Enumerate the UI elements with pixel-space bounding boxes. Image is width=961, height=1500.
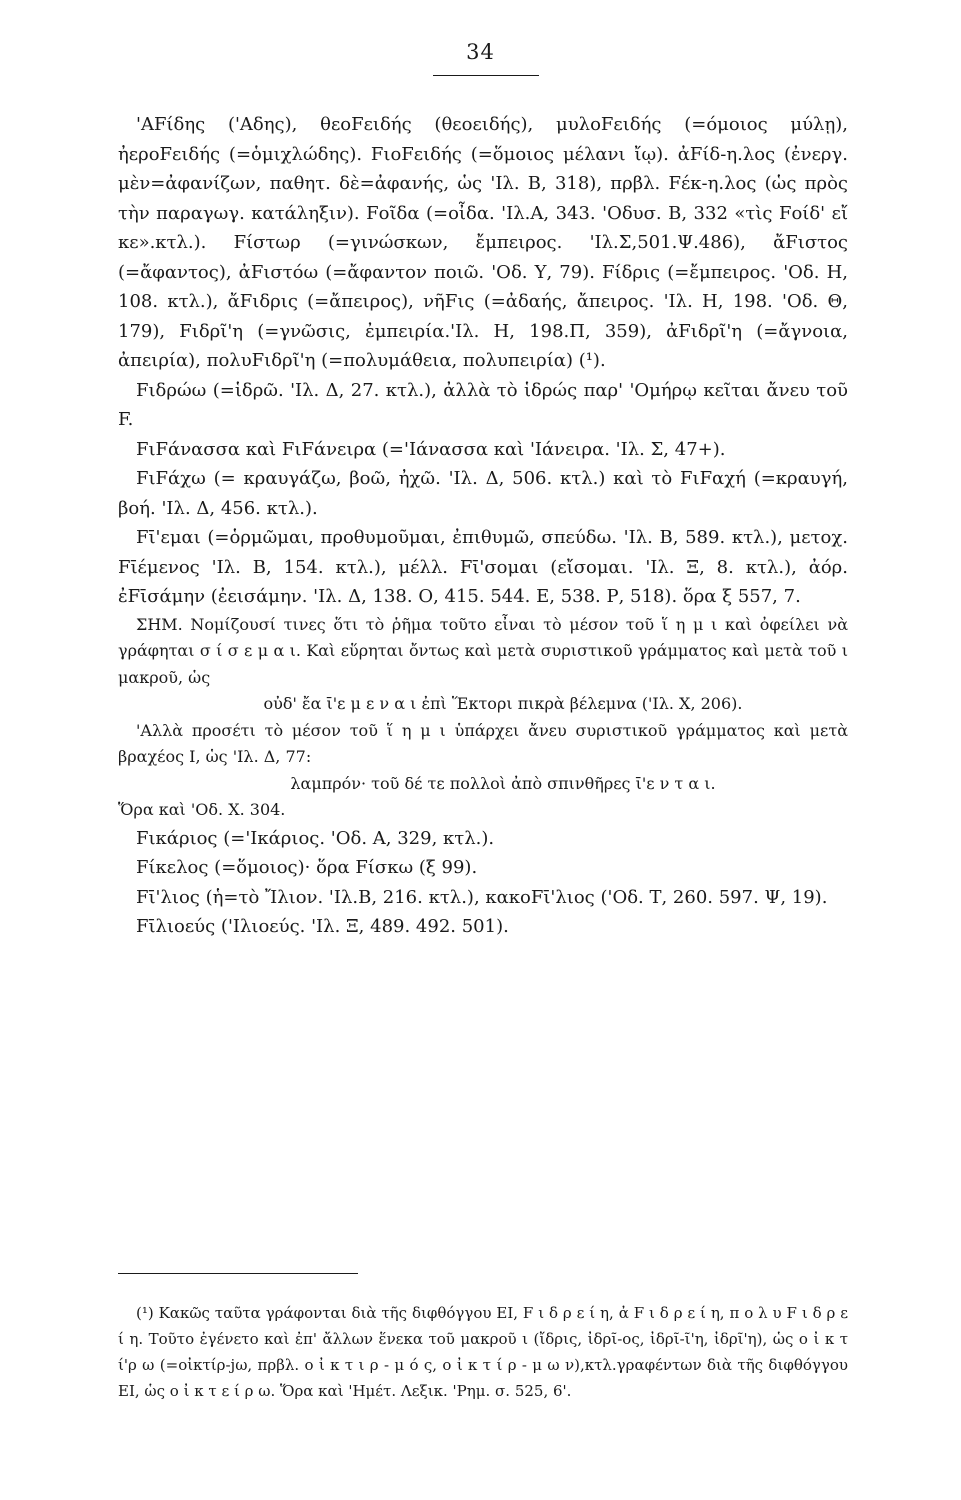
note-paragraph: 'Αλλὰ προσέτι τὸ μέσον τοῦ ἵ η μ ι ὑπάρχει ἄνευ συριστικοῦ γράμματος καὶ μετὰ βραχέος Ι, ὡς 'Ιλ. Δ, 77: <box>118 720 848 766</box>
note-paragraph: Ὅρα καὶ 'Οδ. Χ. 304. <box>118 800 286 819</box>
quotation: λαμπρόν· τοῦ δέ τε πολλοὶ ἀπὸ σπινθῆρες ῑ'ε ν τ α ι. <box>290 773 716 793</box>
paragraph: Fιδρώω (=ἱδρῶ. 'Ιλ. Δ, 27. κτλ.), ἀλλὰ τὸ ἱδρώς παρ' 'Ομήρῳ κεῖται ἄνευ τοῦ F. <box>118 379 848 430</box>
header-rule <box>433 75 539 76</box>
paragraph: Fίκελος (=ὅμοιος)· ὅρα Fίσκω (ξ 99). <box>136 857 478 878</box>
footnote-rule <box>118 1273 358 1274</box>
paragraph: FιFάχω (= κραυγάζω, βοῶ, ἠχῶ. 'Ιλ. Δ, 506. κτλ.) καὶ τὸ FιFαχή (=κραυγή, βοή. 'Ιλ. Δ, 456. κτλ.). <box>118 468 848 519</box>
footnote <box>118 1300 848 1404</box>
paragraph: 'AFίδης ('Αδης), θεοFειδής (θεοειδής), μυλοFειδής (=όμοιος μύλῃ), ἠεροFειδής (=ὁμιχλώδης). FιοFειδής (=ὅμοιος μέλανι ἴῳ). ἀFίδ-η.λος (ἐνεργ. μὲν=ἀφανίζων, παθητ. δὲ=ἀφανής, ὡς 'Ιλ. Β, 318), πρβλ. Fέκ-η.λος (ὡς πρὸς τὴν παραγωγ. κατάληξιν). Fοῖδα (=οἶδα. 'Ιλ.Α, 343. 'Οδυσ. Β, 332 «τὶς Fοίδ' εἴ κε».κτλ.). Fίστωρ (=γινώσκων, ἔμπειρος. 'Ιλ.Σ,501.Ψ.486), ἄFιστος (=ἄφαντος), ἀFιστόω (=ἄφαντον ποιῶ. 'Οδ. Υ, 79). Fίδρις (=ἔμπειρος. 'Οδ. Η, 108. κτλ.), ἄFιδρις (=ἄπειρος), νῆFις (=ἀδαής, ἄπειρος. 'Ιλ. Η, 198. 'Οδ. Θ, 179), Fιδρῖ'η (=γνῶσις, ἐμπειρία.'Ιλ. Η, 198.Π, 359), ἀFιδρῖ'η (=ἄγνοια, ἀπειρία), πολυFιδρῖ'η (=πολυμάθεια, πολυπειρία) (¹). <box>118 114 848 371</box>
main-text <box>118 110 848 942</box>
paragraph: Fῑλιοεύς ('Ιλιοεύς. 'Ιλ. Ξ, 489. 492. 501). <box>136 916 509 937</box>
page-number: 34 <box>466 40 495 64</box>
quotation: οὐδ' ἔα ῑ'ε μ ε ν α ι ἐπὶ Ἕκτορι πικρὰ βέλεμνα ('Ιλ. Χ, 206). <box>263 694 743 713</box>
paragraph: Fικάριος (='Ικάριος. 'Οδ. Α, 329, κτλ.). <box>136 827 495 849</box>
paragraph: FιFάνασσα καὶ FιFάνειρα (='Ιάνασσα καὶ 'Ιάνειρα. 'Ιλ. Σ, 47+). <box>136 438 726 460</box>
paragraph: Fῑ'εμαι (=ὁρμῶμαι, προθυμοῦμαι, ἐπιθυμῶ, σπεύδω. 'Ιλ. Β, 589. κτλ.), μετοχ. Fῑέμενος 'Ιλ. Β, 154. κτλ.), μέλλ. Fῑ'σομαι (εἴσομαι. 'Ιλ. Ξ, 8. κτλ.), ἀόρ. ἐFῑσάμην (ἐεισάμην. 'Ιλ. Δ, 138. Ο, 415. 544. Ε, 538. Ρ, 518). ὅρα ξ 557, 7. <box>118 527 848 607</box>
note-paragraph: ΣΗΜ. Νομίζουσί τινες ὅτι τὸ ῥῆμα τοῦτο εἶναι τὸ μέσον τοῦ ἵ η μ ι καὶ ὀφείλει νὰ γράφηται σ ί σ ε μ α ι. Καὶ εὕρηται ὄντως καὶ μετὰ συριστικοῦ γράμματος καὶ μετὰ τοῦ ι μακροῦ, ὡς <box>118 614 848 687</box>
footnote-text: (¹) Κακῶς ταῦτα γράφονται διὰ τῆς διφθόγγου ΕΙ, F ι δ ρ ε ί η, ἀ F ι δ ρ ε ί η, π ο λ υ F ι δ ρ ε ί η. Τοῦτο ἐγένετο καὶ ἐπ' ἄλλων ἕνεκα τοῦ μακροῦ ι (ἴδρις, ἰδρῖ-ος, ἰδρῖ-ῖ'η, ἰδρῖ'η), ὡς ο ἰ κ τ ί'ρ ω (=οἰκτίρ-jω, πρβλ. ο ἰ κ τ ι ρ - μ ό ς, ο ἰ κ τ ί ρ - μ ω ν),κτλ.γραφέντων διὰ τῆς διφθόγγου ΕΙ, ὡς ο ἰ κ τ ε ί ρ ω. Ὅρα καὶ 'Ημέτ. Λεξικ. 'Ρημ. σ. 525, 6'. <box>118 1304 848 1400</box>
paragraph: Fῑ'λιος (ἡ=τὸ Ἴλιον. 'Ιλ.Β, 216. κτλ.), κακοFῑ'λιος ('Οδ. Τ, 260. 597. Ψ, 19). <box>136 886 828 908</box>
